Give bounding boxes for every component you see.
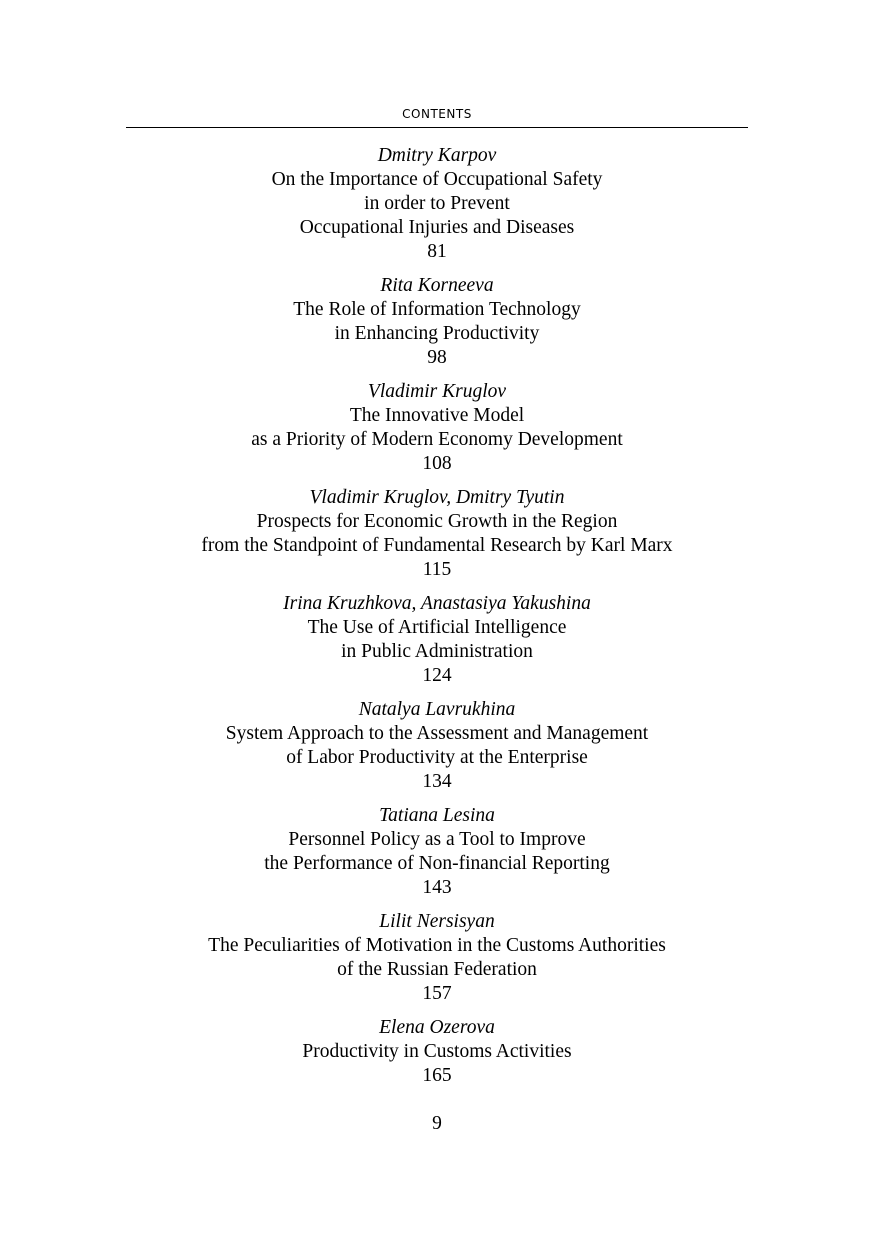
entry-page-number: 134 bbox=[422, 771, 452, 792]
entry-title-line: Occupational Injuries and Diseases bbox=[299, 217, 575, 238]
entry-title-line: Personnel Policy as a Tool to Improve bbox=[288, 829, 586, 850]
entry-author: Dmitry Karpov bbox=[377, 145, 497, 166]
entry-page-number: 108 bbox=[422, 453, 452, 474]
entry-author: Irina Kruzhkova, Anastasiya Yakushina bbox=[283, 593, 591, 614]
header-rule bbox=[126, 127, 748, 128]
entry-author: Lilit Nersisyan bbox=[379, 911, 495, 932]
entry-title-line: Productivity in Customs Activities bbox=[302, 1041, 572, 1062]
entry-title-line: On the Importance of Occupational Safety bbox=[271, 169, 603, 190]
entry-title-line: in Enhancing Productivity bbox=[334, 323, 540, 344]
entry-author: Tatiana Lesina bbox=[379, 805, 495, 826]
entry-title-line: of the Russian Federation bbox=[337, 959, 537, 980]
entry-author: Vladimir Kruglov bbox=[367, 381, 507, 402]
page-number: 9 bbox=[432, 1113, 442, 1134]
toc-entry bbox=[0, 380, 874, 476]
entry-title-line: The Use of Artificial Intelligence bbox=[307, 617, 567, 638]
entry-page-number: 143 bbox=[422, 877, 452, 898]
entry-title-line: Prospects for Economic Growth in the Region bbox=[256, 511, 618, 532]
entry-author: Vladimir Kruglov, Dmitry Tyutin bbox=[309, 487, 565, 508]
entry-page-number: 98 bbox=[427, 347, 447, 368]
toc-entry bbox=[0, 486, 874, 582]
toc-entry bbox=[0, 910, 874, 1006]
entry-title-line: in Public Administration bbox=[341, 641, 533, 662]
running-header: CONTENTS bbox=[402, 107, 472, 121]
toc-entry bbox=[0, 144, 874, 264]
entry-title-line: in order to Prevent bbox=[364, 193, 510, 214]
entry-title-line: the Performance of Non-financial Reporting bbox=[264, 853, 610, 874]
toc-entry bbox=[0, 804, 874, 900]
entry-title-line: of Labor Productivity at the Enterprise bbox=[286, 747, 588, 768]
entry-page-number: 157 bbox=[422, 983, 452, 1004]
entry-title-line: System Approach to the Assessment and Management bbox=[225, 723, 649, 744]
entry-page-number: 165 bbox=[422, 1065, 452, 1086]
entry-title-line: The Role of Information Technology bbox=[293, 299, 581, 320]
entry-author: Rita Korneeva bbox=[380, 275, 494, 296]
entry-page-number: 124 bbox=[422, 665, 452, 686]
entry-author: Natalya Lavrukhina bbox=[358, 699, 516, 720]
entry-title-line: from the Standpoint of Fundamental Research by Karl Marx bbox=[201, 535, 673, 556]
entry-page-number: 115 bbox=[422, 559, 452, 580]
toc-entry bbox=[0, 592, 874, 688]
entry-title-line: as a Priority of Modern Economy Development bbox=[251, 429, 623, 450]
entry-page-number: 81 bbox=[427, 241, 447, 262]
entry-title-line: The Peculiarities of Motivation in the Customs Authorities bbox=[208, 935, 666, 956]
toc-entry bbox=[0, 1016, 874, 1088]
toc-entry bbox=[0, 698, 874, 794]
entry-title-line: The Innovative Model bbox=[349, 405, 525, 426]
toc-entry bbox=[0, 274, 874, 370]
entry-author: Elena Ozerova bbox=[379, 1017, 495, 1038]
table-of-contents bbox=[0, 144, 874, 1098]
